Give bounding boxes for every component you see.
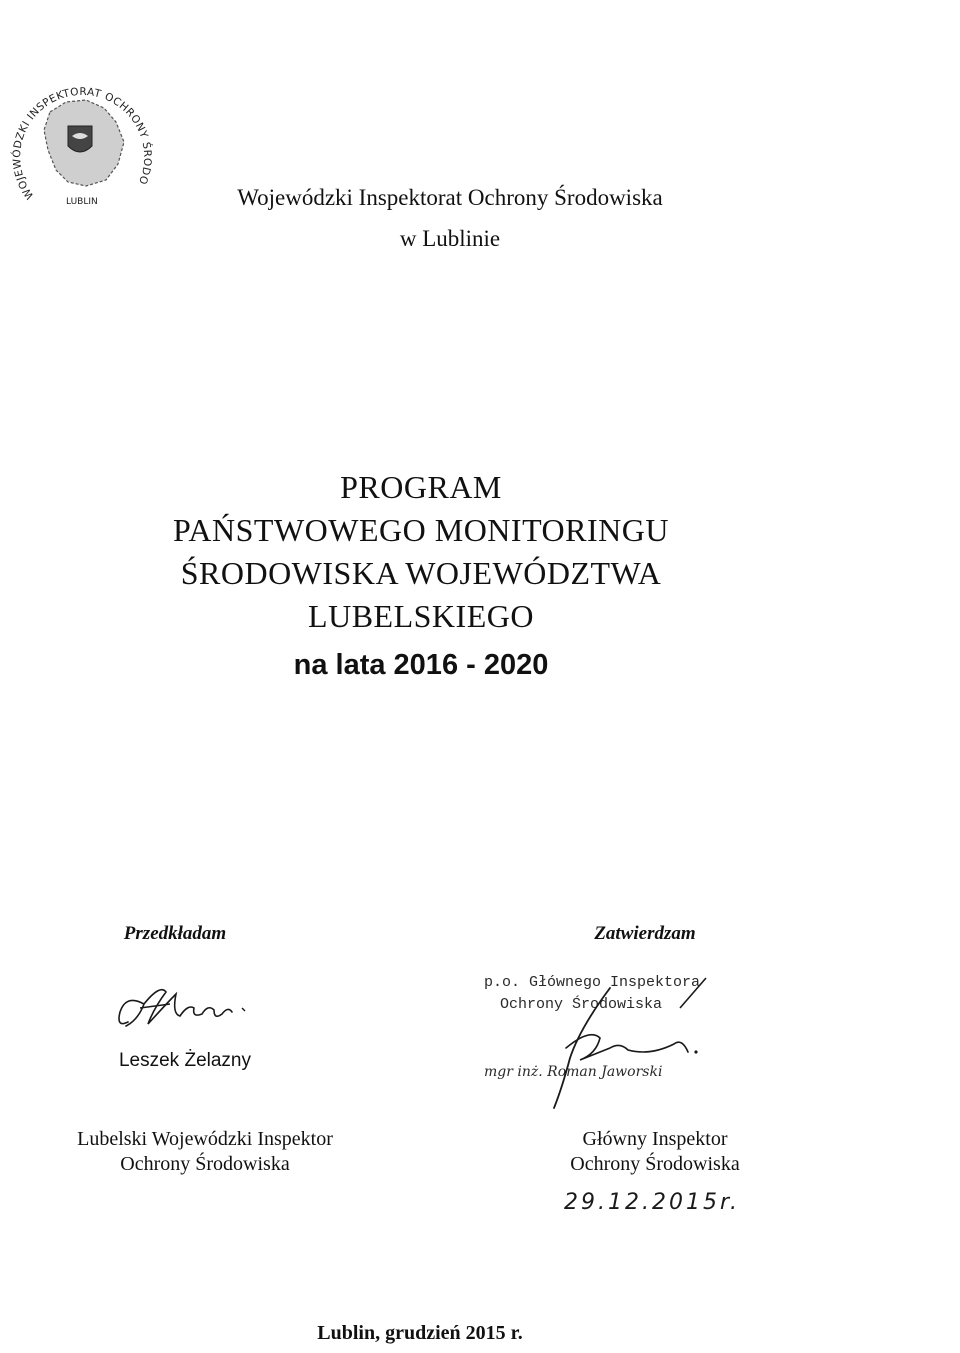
- title-line-1: PROGRAM: [340, 469, 502, 505]
- place-and-date: Lublin, grudzień 2015 r.: [317, 1322, 523, 1344]
- institution-header: [150, 184, 750, 253]
- approved-label: Zatwierdzam: [594, 923, 696, 944]
- right-handwritten-signature: [470, 968, 730, 1113]
- institution-city: w Lublinie: [399, 226, 501, 251]
- left-signatory-title: [30, 1127, 380, 1177]
- title-line-2: PAŃSTWOWEGO MONITORINGU: [173, 512, 669, 548]
- left-title-line-2: Ochrony Środowiska: [120, 1153, 290, 1175]
- right-title-line-2: Ochrony Środowiska: [570, 1153, 740, 1175]
- right-title-line-1: Główny Inspektor: [582, 1128, 728, 1150]
- seal-inner-text: LUBLIN: [66, 197, 98, 207]
- document-title: [0, 466, 842, 687]
- stamp-line-2: Ochrony Środowiska: [500, 996, 663, 1013]
- title-line-3: ŚRODOWISKA WOJEWÓDZTWA: [180, 555, 662, 591]
- handwritten-date: 29.12.2015r.: [564, 1190, 740, 1215]
- left-handwritten-signature: [110, 964, 290, 1044]
- institution-name: Wojewódzki Inspektorat Ochrony Środowiska: [237, 185, 663, 210]
- institution-seal: [6, 64, 156, 214]
- left-signatory-name: Leszek Żelazny: [118, 1050, 251, 1071]
- stamp-line-1: p.o. Głównego Inspektora: [484, 974, 701, 991]
- submitted-label: Przedkładam: [123, 923, 227, 944]
- title-years: na lata 2016 - 2020: [293, 649, 549, 681]
- right-signatory-title: [520, 1127, 790, 1177]
- seal-ring-text: WOJEWÓDZKI INSPEKTORAT OCHRONY ŚRODO: [11, 85, 154, 202]
- stamp-line-3: mgr inż. Roman Jaworski: [484, 1064, 663, 1080]
- official-stamp: [470, 968, 730, 1098]
- left-title-line-1: Lubelski Wojewódzki Inspektor: [77, 1128, 333, 1150]
- title-line-4: LUBELSKIEGO: [308, 598, 534, 634]
